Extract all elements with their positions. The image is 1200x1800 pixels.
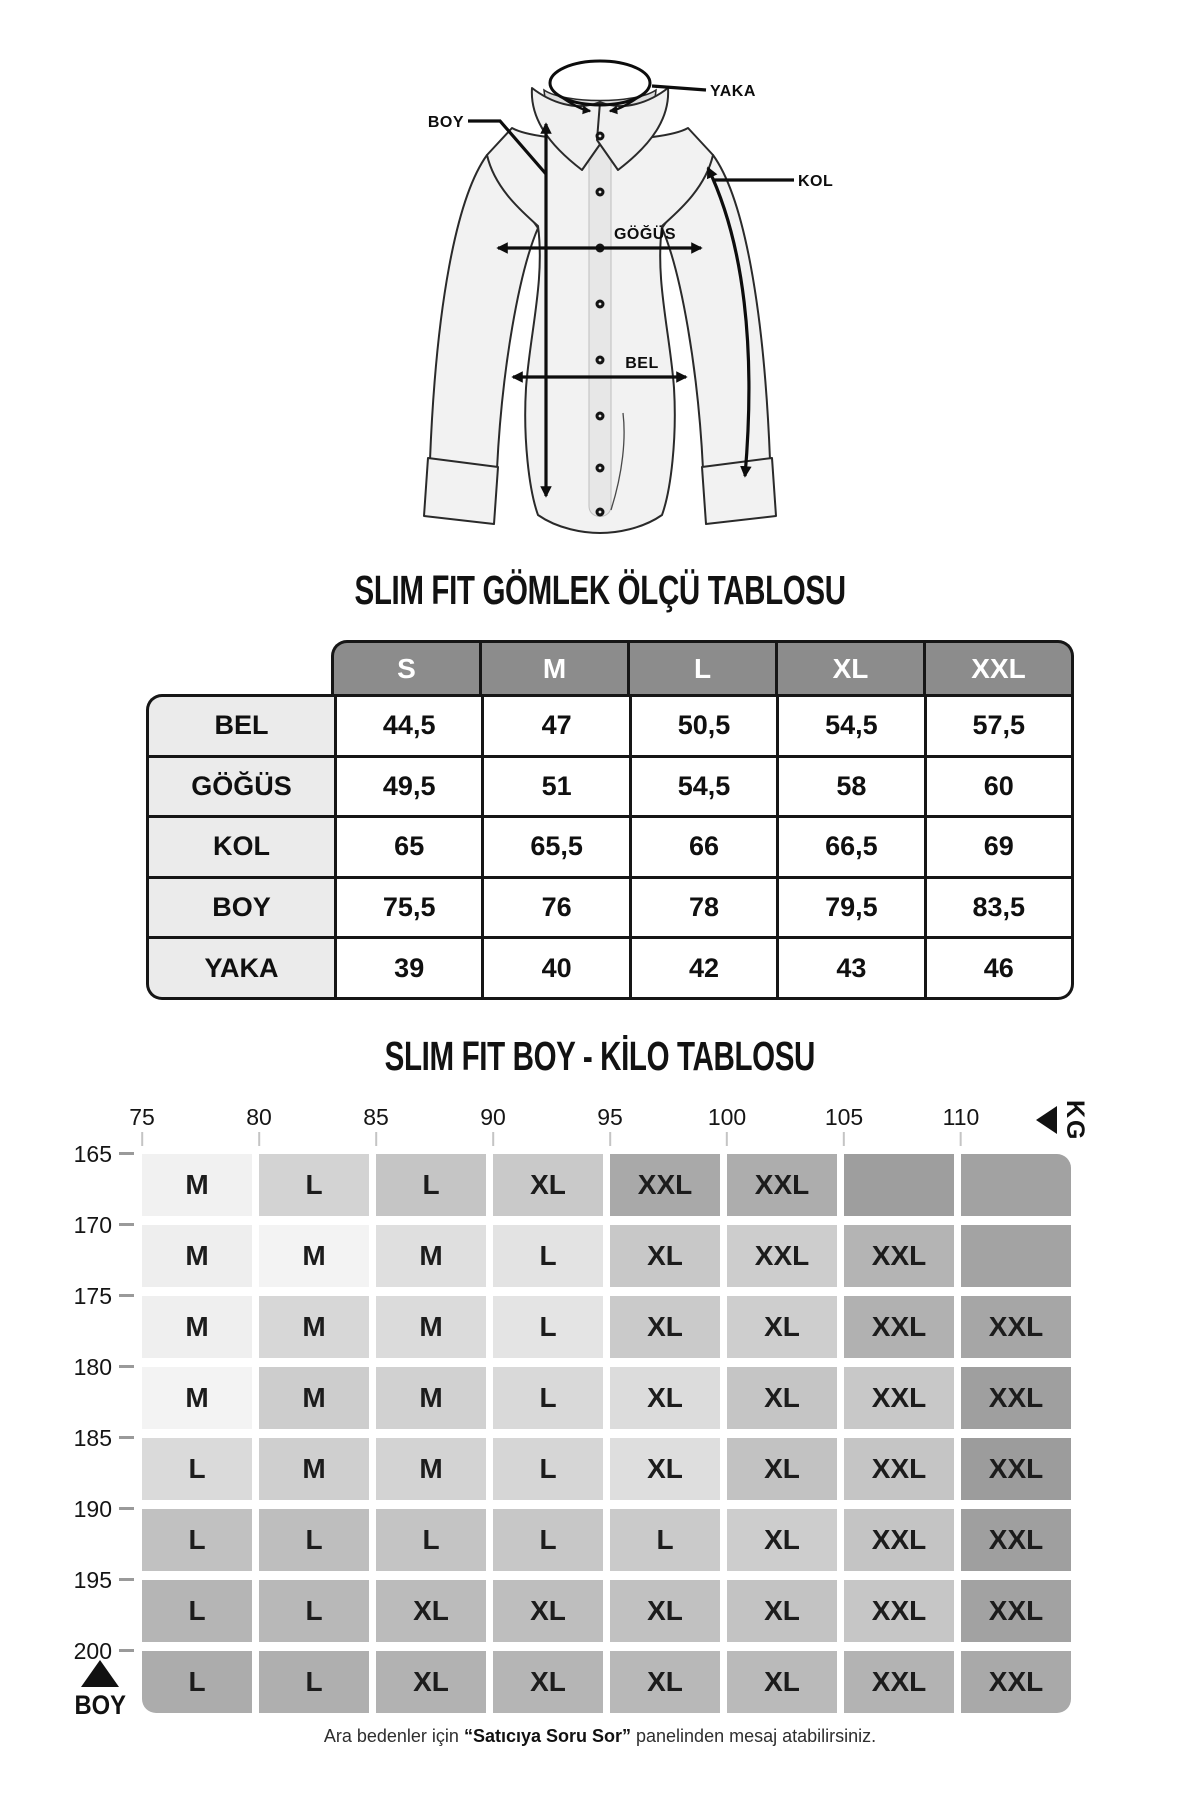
size-col-header: XXL <box>926 643 1071 694</box>
size-col-header: M <box>482 643 627 694</box>
size-table-title: SLIM FIT GÖMLEK ÖLÇÜ TABLOSU <box>354 567 846 613</box>
size-col-header: L <box>630 643 775 694</box>
left-triangle-icon <box>1036 1106 1057 1134</box>
matrix-cell: XL <box>493 1154 603 1216</box>
kg-axis-tick <box>726 1132 728 1146</box>
placket <box>589 106 611 517</box>
footer-text: panelinden mesaj atabilirsiniz. <box>631 1726 877 1746</box>
size-value-cell: 42 <box>632 939 776 997</box>
footer-bold-text: “Satıcıya Soru Sor” <box>463 1726 631 1746</box>
matrix-cell: L <box>259 1580 369 1642</box>
matrix-cell: XXL <box>844 1580 954 1642</box>
matrix-cell: L <box>493 1296 603 1358</box>
size-value-cell: 79,5 <box>779 879 923 937</box>
kg-axis-tick-group <box>246 1104 272 1146</box>
size-table-body <box>146 694 1074 1000</box>
kg-axis-label: 85 <box>363 1104 389 1130</box>
boy-axis-title: BOY <box>74 1690 126 1720</box>
size-value-cell: 43 <box>779 939 923 997</box>
boy-axis-tick <box>119 1507 134 1510</box>
size-row-label: YAKA <box>149 939 334 997</box>
matrix-cell: XL <box>610 1367 720 1429</box>
matrix-cell: M <box>376 1225 486 1287</box>
matrix-cell: XXL <box>844 1509 954 1571</box>
matrix-cell: M <box>142 1225 252 1287</box>
size-value-cell: 44,5 <box>337 697 481 755</box>
boy-axis-tick <box>119 1436 134 1439</box>
matrix-cell: XXL <box>961 1367 1071 1429</box>
size-value-cell: 78 <box>632 879 776 937</box>
boy-axis-label: 175 <box>73 1283 112 1309</box>
size-value-cell: 60 <box>927 758 1071 816</box>
kg-axis-label: 100 <box>707 1104 747 1130</box>
matrix-cell: M <box>376 1296 486 1358</box>
matrix-cell: XXL <box>844 1296 954 1358</box>
right-cuff <box>702 458 776 524</box>
matrix-cell: L <box>493 1509 603 1571</box>
kg-axis-label: 90 <box>480 1104 506 1130</box>
matrix-cell: XXL <box>844 1438 954 1500</box>
matrix-cell: L <box>610 1509 720 1571</box>
size-value-cell: 46 <box>927 939 1071 997</box>
kg-axis-tick <box>258 1132 260 1146</box>
matrix-cell: XXL <box>727 1225 837 1287</box>
matrix-cell: L <box>259 1154 369 1216</box>
kg-axis-tick-group <box>708 1104 746 1146</box>
boy-axis-label: 185 <box>73 1425 112 1451</box>
label-boy: BOY <box>427 114 464 131</box>
kg-axis-label: 80 <box>246 1104 272 1130</box>
kg-axis-tick <box>843 1132 845 1146</box>
boy-axis-label: 180 <box>73 1354 112 1380</box>
boy-axis-tick <box>119 1578 134 1581</box>
kg-axis-label: 95 <box>597 1104 623 1130</box>
up-triangle-icon <box>81 1660 119 1687</box>
matrix-cell: L <box>493 1438 603 1500</box>
size-col-header: XL <box>778 643 923 694</box>
size-value-cell: 69 <box>927 818 1071 876</box>
boy-axis-tick <box>119 1365 134 1368</box>
kg-axis-tick <box>960 1132 962 1146</box>
matrix-cell: XL <box>727 1509 837 1571</box>
kg-axis-tick <box>375 1132 377 1146</box>
size-value-cell: 54,5 <box>632 758 776 816</box>
size-value-cell: 66 <box>632 818 776 876</box>
yaka-leader-line <box>652 86 706 90</box>
size-value-cell: 83,5 <box>927 879 1071 937</box>
matrix-cell: L <box>376 1509 486 1571</box>
matrix-cell: XL <box>610 1296 720 1358</box>
boy-axis-label: 170 <box>73 1212 112 1238</box>
size-row-label: GÖĞÜS <box>149 758 334 816</box>
kg-axis-tick-group <box>363 1104 389 1146</box>
matrix-cell: L <box>142 1651 252 1713</box>
boy-axis-tick <box>119 1649 134 1652</box>
kg-axis-tick-group <box>129 1104 155 1146</box>
size-value-cell: 51 <box>484 758 628 816</box>
matrix-cell: L <box>142 1580 252 1642</box>
size-value-cell: 65 <box>337 818 481 876</box>
size-row-label: KOL <box>149 818 334 876</box>
matrix-cell <box>961 1225 1071 1287</box>
size-col-header: S <box>334 643 479 694</box>
matrix-cell: XL <box>610 1651 720 1713</box>
matrix-cell: XL <box>727 1367 837 1429</box>
size-value-cell: 39 <box>337 939 481 997</box>
kg-axis-tick <box>609 1132 611 1146</box>
size-value-cell: 54,5 <box>779 697 923 755</box>
kg-axis-label: 110 <box>942 1104 980 1130</box>
matrix-cell: XXL <box>961 1651 1071 1713</box>
matrix-cell: L <box>259 1509 369 1571</box>
matrix-cell: L <box>493 1367 603 1429</box>
matrix-cell: XL <box>610 1438 720 1500</box>
kg-axis-indicator <box>1036 1100 1089 1142</box>
matrix-cell: XXL <box>961 1580 1071 1642</box>
boy-axis-tick <box>119 1294 134 1297</box>
matrix-cell: XL <box>610 1225 720 1287</box>
size-value-cell: 47 <box>484 697 628 755</box>
size-row-label: BOY <box>149 879 334 937</box>
size-value-cell: 49,5 <box>337 758 481 816</box>
boy-axis-label: 190 <box>73 1496 112 1522</box>
kg-axis-tick-group <box>480 1104 506 1146</box>
left-cuff <box>424 458 498 524</box>
matrix-cell: M <box>259 1225 369 1287</box>
boy-axis-tick <box>119 1152 134 1155</box>
size-value-cell: 50,5 <box>632 697 776 755</box>
matrix-cell: XL <box>727 1651 837 1713</box>
matrix-cell: XXL <box>844 1225 954 1287</box>
matrix-cell: XXL <box>961 1438 1071 1500</box>
matrix-cell: M <box>376 1438 486 1500</box>
matrix-cell: XXL <box>610 1154 720 1216</box>
matrix-cell: XL <box>727 1296 837 1358</box>
boy-axis-indicator <box>64 1660 136 1721</box>
matrix-cell: XL <box>493 1580 603 1642</box>
kg-axis <box>129 1104 1082 1150</box>
matrix-cell: XL <box>376 1580 486 1642</box>
matrix-grid <box>142 1154 1071 1713</box>
kg-axis-title: KG <box>1061 1100 1089 1142</box>
boy-axis-label: 200 <box>73 1638 112 1664</box>
matrix-cell: L <box>142 1438 252 1500</box>
matrix-cell: XL <box>727 1580 837 1642</box>
size-value-cell: 40 <box>484 939 628 997</box>
matrix-cell <box>961 1154 1071 1216</box>
boy-axis-label: 165 <box>73 1141 112 1167</box>
matrix-cell: XXL <box>844 1651 954 1713</box>
kg-axis-tick-group <box>825 1104 863 1146</box>
kg-axis-tick-group <box>943 1104 980 1146</box>
size-table-header-row <box>331 640 1074 694</box>
label-yaka: YAKA <box>710 83 756 100</box>
label-bel: BEL <box>625 355 659 372</box>
matrix-cell: XL <box>610 1580 720 1642</box>
matrix-cell: XXL <box>961 1509 1071 1571</box>
matrix-title: SLIM FIT BOY - KİLO TABLOSU <box>384 1033 816 1079</box>
matrix-cell: L <box>142 1509 252 1571</box>
kg-axis-tick-group <box>597 1104 623 1146</box>
matrix-cell: M <box>259 1296 369 1358</box>
size-value-cell: 66,5 <box>779 818 923 876</box>
size-value-cell: 65,5 <box>484 818 628 876</box>
kg-axis-label: 75 <box>129 1104 155 1130</box>
kg-axis-tick <box>141 1132 143 1146</box>
size-value-cell: 58 <box>779 758 923 816</box>
matrix-cell: M <box>142 1296 252 1358</box>
size-value-cell: 75,5 <box>337 879 481 937</box>
size-value-cell: 57,5 <box>927 697 1071 755</box>
matrix-cell: M <box>142 1154 252 1216</box>
matrix-cell <box>844 1154 954 1216</box>
matrix-cell: XXL <box>844 1367 954 1429</box>
size-row-label: BEL <box>149 697 334 755</box>
matrix-cell: XXL <box>961 1296 1071 1358</box>
kg-axis-label: 105 <box>824 1104 864 1130</box>
matrix-cell: M <box>376 1367 486 1429</box>
matrix-cell: M <box>259 1367 369 1429</box>
matrix-cell: M <box>142 1367 252 1429</box>
boy-axis-label: 195 <box>73 1567 112 1593</box>
matrix-cell: XL <box>376 1651 486 1713</box>
matrix-cell: L <box>259 1651 369 1713</box>
matrix-cell: L <box>493 1225 603 1287</box>
matrix-cell: XL <box>493 1651 603 1713</box>
shirt-diagram <box>360 28 845 543</box>
matrix-cell: XXL <box>727 1154 837 1216</box>
label-kol: KOL <box>798 173 834 190</box>
matrix-cell: XL <box>727 1438 837 1500</box>
matrix-cell: L <box>376 1154 486 1216</box>
label-gogus: GÖĞÜS <box>613 226 677 243</box>
matrix-cell: M <box>259 1438 369 1500</box>
kg-axis-tick <box>492 1132 494 1146</box>
boy-axis-tick <box>119 1223 134 1226</box>
footer-text: Ara bedenler için <box>323 1726 464 1746</box>
footer-note <box>0 1726 1200 1747</box>
size-value-cell: 76 <box>484 879 628 937</box>
